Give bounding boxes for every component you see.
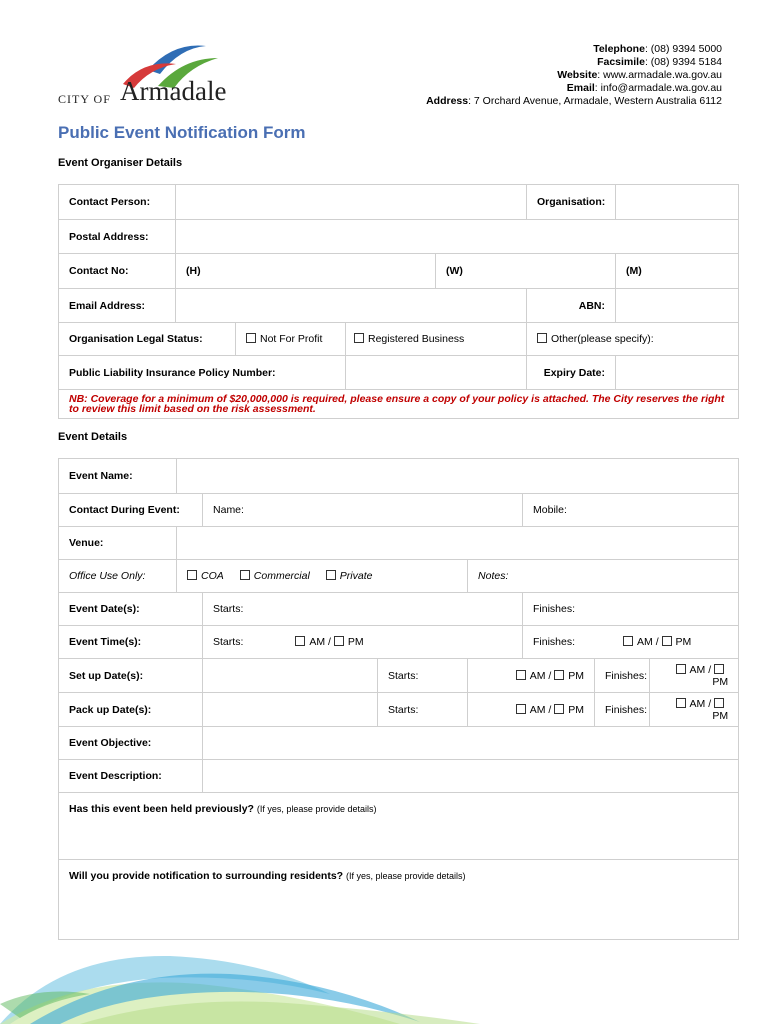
postal-address-field[interactable] bbox=[176, 220, 739, 254]
telephone-line: Telephone: (08) 9394 5000 bbox=[593, 43, 722, 55]
office-use-label: Office Use Only: bbox=[59, 560, 177, 593]
packup-dates-label: Pack up Date(s): bbox=[59, 693, 203, 727]
held-previously-field[interactable]: Has this event been held previously? (If yes, please provide details) bbox=[59, 793, 739, 860]
row-event-times bbox=[59, 626, 739, 659]
event-dates-finishes-field[interactable]: Finishes: bbox=[523, 593, 739, 626]
registered-business-option[interactable]: Registered Business bbox=[346, 323, 527, 356]
notify-residents-field[interactable]: Will you provide notification to surrounding residents? (If yes, please provide details) bbox=[59, 860, 739, 940]
row-setup-dates bbox=[59, 659, 739, 693]
description-field[interactable] bbox=[203, 760, 739, 793]
objective-field[interactable] bbox=[203, 727, 739, 760]
row-packup-dates bbox=[59, 693, 739, 727]
insurance-label: Public Liability Insurance Policy Number: bbox=[59, 356, 346, 390]
setup-dates-label: Set up Date(s): bbox=[59, 659, 203, 693]
packup-starts-ampm: AM / PM bbox=[468, 693, 595, 727]
expiry-date-field[interactable] bbox=[616, 356, 739, 390]
row-held-previously bbox=[59, 793, 739, 860]
event-dates-starts-field[interactable]: Starts: bbox=[203, 593, 523, 626]
organisation-field[interactable] bbox=[616, 185, 739, 220]
registered-business-checkbox[interactable] bbox=[354, 333, 364, 343]
office-use-options: COA Commercial Private bbox=[177, 560, 468, 593]
row-event-dates bbox=[59, 593, 739, 626]
start-pm-checkbox[interactable] bbox=[334, 636, 344, 646]
packup-finish-am-checkbox[interactable] bbox=[676, 698, 686, 708]
setup-dates-field[interactable] bbox=[203, 659, 378, 693]
logo-city-text: CITY OF bbox=[58, 92, 111, 106]
row-description bbox=[59, 760, 739, 793]
section-title-organiser: Event Organiser Details bbox=[58, 157, 183, 169]
city-logo bbox=[58, 40, 258, 112]
row-notify-residents bbox=[59, 860, 739, 940]
packup-finishes-ampm: AM / PM bbox=[650, 693, 739, 727]
setup-starts-field[interactable]: Starts: bbox=[378, 659, 468, 693]
packup-dates-field[interactable] bbox=[203, 693, 378, 727]
event-name-field[interactable] bbox=[177, 459, 739, 494]
contact-person-field[interactable] bbox=[176, 185, 527, 220]
coa-checkbox[interactable] bbox=[187, 570, 197, 580]
row-insurance bbox=[59, 356, 739, 390]
event-times-finishes-field[interactable]: Finishes: AM / PM bbox=[523, 626, 739, 659]
abn-field[interactable] bbox=[616, 289, 739, 323]
website-line: Website: www.armadale.wa.gov.au bbox=[557, 69, 722, 81]
setup-starts-ampm: AM / PM bbox=[468, 659, 595, 693]
packup-finishes-field[interactable]: Finishes: bbox=[595, 693, 650, 727]
description-label: Event Description: bbox=[59, 760, 203, 793]
insurance-nb-note: NB: Coverage for a minimum of $20,000,000 is required, please ensure a copy of your policy is attached. The City reserves the right to review this limit based on the risk assessment. bbox=[59, 390, 739, 419]
row-nb bbox=[59, 390, 739, 419]
contact-name-field[interactable]: Name: bbox=[203, 494, 523, 527]
finish-am-checkbox[interactable] bbox=[623, 636, 633, 646]
setup-start-pm-checkbox[interactable] bbox=[554, 670, 564, 680]
event-name-label: Event Name: bbox=[59, 459, 177, 494]
row-objective bbox=[59, 727, 739, 760]
event-times-starts-field[interactable]: Starts: AM / PM bbox=[203, 626, 523, 659]
facsimile-line: Facsimile: (08) 9394 5184 bbox=[597, 56, 722, 68]
setup-finish-pm-checkbox[interactable] bbox=[714, 664, 724, 674]
packup-start-am-checkbox[interactable] bbox=[516, 704, 526, 714]
contact-block bbox=[426, 43, 722, 108]
abn-label: ABN: bbox=[527, 289, 616, 323]
contact-no-label: Contact No: bbox=[59, 254, 176, 289]
venue-label: Venue: bbox=[59, 527, 177, 560]
row-email bbox=[59, 289, 739, 323]
form-title: Public Event Notification Form bbox=[58, 123, 306, 142]
row-office-use bbox=[59, 560, 739, 593]
not-for-profit-checkbox[interactable] bbox=[246, 333, 256, 343]
commercial-checkbox[interactable] bbox=[240, 570, 250, 580]
logo-name-text: Armadale bbox=[120, 76, 227, 106]
event-dates-label: Event Date(s): bbox=[59, 593, 203, 626]
row-contact-during bbox=[59, 494, 739, 527]
start-am-checkbox[interactable] bbox=[295, 636, 305, 646]
row-contact-no bbox=[59, 254, 739, 289]
phone-mobile-field[interactable]: (M) bbox=[616, 254, 739, 289]
objective-label: Event Objective: bbox=[59, 727, 203, 760]
other-checkbox[interactable] bbox=[537, 333, 547, 343]
contact-person-label: Contact Person: bbox=[59, 185, 176, 220]
setup-finishes-ampm: AM / PM bbox=[650, 659, 739, 693]
finish-pm-checkbox[interactable] bbox=[662, 636, 672, 646]
row-event-name bbox=[59, 459, 739, 494]
packup-start-pm-checkbox[interactable] bbox=[554, 704, 564, 714]
packup-starts-field[interactable]: Starts: bbox=[378, 693, 468, 727]
expiry-date-label: Expiry Date: bbox=[527, 356, 616, 390]
notes-field[interactable]: Notes: bbox=[468, 560, 739, 593]
legal-status-label: Organisation Legal Status: bbox=[59, 323, 236, 356]
setup-start-am-checkbox[interactable] bbox=[516, 670, 526, 680]
insurance-field[interactable] bbox=[346, 356, 527, 390]
row-legal-status bbox=[59, 323, 739, 356]
contact-during-label: Contact During Event: bbox=[59, 494, 203, 527]
address-line: Address: 7 Orchard Avenue, Armadale, Western Australia 6112 bbox=[426, 95, 722, 107]
setup-finishes-field[interactable]: Finishes: bbox=[595, 659, 650, 693]
email-line: Email: info@armadale.wa.gov.au bbox=[566, 82, 722, 94]
row-venue bbox=[59, 527, 739, 560]
row-contact-person bbox=[59, 185, 739, 220]
event-times-label: Event Time(s): bbox=[59, 626, 203, 659]
footer-swoosh-icon bbox=[0, 934, 770, 1024]
organiser-table bbox=[58, 184, 739, 419]
phone-work-field[interactable]: (W) bbox=[436, 254, 616, 289]
organisation-label: Organisation: bbox=[527, 185, 616, 220]
section-title-event: Event Details bbox=[58, 431, 128, 443]
email-address-label: Email Address: bbox=[59, 289, 176, 323]
other-option[interactable]: Other(please specify): bbox=[527, 323, 739, 356]
email-address-field[interactable] bbox=[176, 289, 527, 323]
packup-finish-pm-checkbox[interactable] bbox=[714, 698, 724, 708]
not-for-profit-option[interactable]: Not For Profit bbox=[236, 323, 346, 356]
phone-home-field[interactable]: (H) bbox=[176, 254, 436, 289]
private-checkbox[interactable] bbox=[326, 570, 336, 580]
row-postal-address bbox=[59, 220, 739, 254]
contact-mobile-field[interactable]: Mobile: bbox=[523, 494, 739, 527]
event-table bbox=[58, 458, 739, 940]
setup-finish-am-checkbox[interactable] bbox=[676, 664, 686, 674]
venue-field[interactable] bbox=[177, 527, 739, 560]
postal-address-label: Postal Address: bbox=[59, 220, 176, 254]
